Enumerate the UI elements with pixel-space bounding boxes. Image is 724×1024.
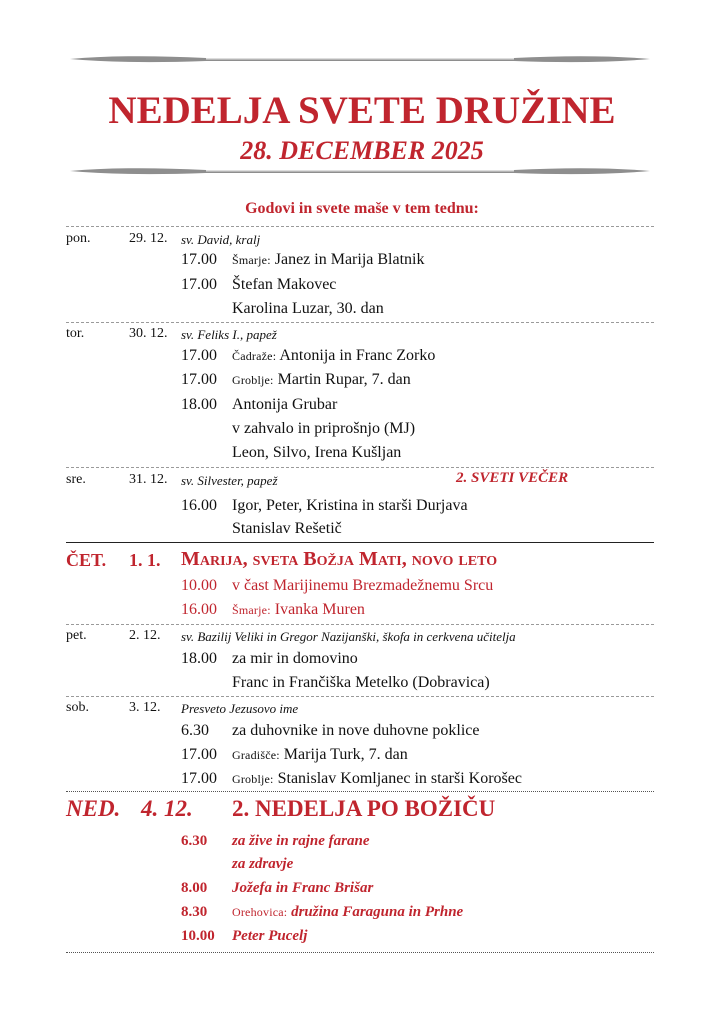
page-title: NEDELJA SVETE DRUŽINE <box>108 89 616 132</box>
divider <box>66 791 654 792</box>
mass-time: 6.30 <box>181 722 209 739</box>
day-label: pon. <box>66 231 91 246</box>
mass-text: Franc in Frančiška Metelko (Dobravica) <box>232 674 490 691</box>
mass-intention <box>232 770 522 788</box>
divider <box>66 952 654 953</box>
mass-time: 17.00 <box>181 276 217 293</box>
mass-text: za duhovnike in nove duhovne poklice <box>232 722 480 739</box>
saint-name: sv. Bazilij Veliki in Gregor Nazijanški, škofa in cerkvena učitelja <box>181 629 516 644</box>
mass-time: 17.00 <box>181 746 217 763</box>
feast-title: 2. NEDELJA PO BOŽIČU <box>232 796 496 821</box>
saint-name: sv. Silvester, papež <box>181 473 278 488</box>
schedule-subtitle: Godovi in svete maše v tem tednu: <box>245 200 479 217</box>
mass-intention <box>232 746 408 764</box>
day-date: 30. 12. <box>129 326 168 341</box>
day-date: 2. 12. <box>129 628 161 643</box>
mass-text: za mir in domovino <box>232 650 358 667</box>
mass-time: 6.30 <box>181 833 208 849</box>
mass-text: Stanislav Rešetič <box>232 520 342 537</box>
divider <box>66 696 654 697</box>
page-date: 28. DECEMBER 2025 <box>240 136 484 165</box>
day-date: 29. 12. <box>129 231 168 246</box>
mass-intention <box>232 904 463 921</box>
saint-name: sv. Feliks I., papež <box>181 327 277 342</box>
mass-text: Peter Pucelj <box>232 928 308 944</box>
mass-time: 18.00 <box>181 650 217 667</box>
mass-text: Karolina Luzar, 30. dan <box>232 300 384 317</box>
saint-name: sv. David, kralj <box>181 232 261 247</box>
divider <box>66 226 654 227</box>
mass-place: Šmarje: <box>232 253 271 267</box>
mass-text: družina Faraguna in Prhne <box>291 904 464 920</box>
mass-time: 18.00 <box>181 396 217 413</box>
divider <box>66 542 654 543</box>
day-label: tor. <box>66 326 85 341</box>
mass-time: 16.00 <box>181 497 217 514</box>
mass-intention <box>232 371 411 389</box>
top-ornament <box>66 52 654 66</box>
divider <box>66 624 654 625</box>
mass-text: Martin Rupar, 7. dan <box>277 371 411 388</box>
mass-text: v zahvalo in priprošnjo (MJ) <box>232 420 416 437</box>
mass-time: 17.00 <box>181 371 217 388</box>
mass-text: Leon, Silvo, Irena Kušljan <box>232 444 402 461</box>
mass-intention <box>232 601 365 619</box>
day-label: pet. <box>66 628 87 643</box>
mass-text: za zdravje <box>232 856 294 872</box>
mass-time: 8.30 <box>181 904 208 920</box>
saint-name: Presveto Jezusovo ime <box>181 701 299 716</box>
mass-text: Igor, Peter, Kristina in starši Durjava <box>232 497 468 514</box>
divider <box>66 322 654 323</box>
day-date: 31. 12. <box>129 472 168 487</box>
feast-note: 2. SVETI VEČER <box>456 470 569 486</box>
mass-place: Šmarje: <box>232 603 271 617</box>
mass-place: Gradišče: <box>232 748 280 762</box>
feast-title: Marija, sveta Božja Mati, novo leto <box>181 548 498 570</box>
day-label: ČET. <box>66 550 107 570</box>
bottom-ornament <box>66 164 654 178</box>
mass-text: Stanislav Komljanec in starši Korošec <box>277 770 522 787</box>
mass-time: 16.00 <box>181 601 217 618</box>
mass-text: Antonija Grubar <box>232 396 338 413</box>
mass-text: Janez in Marija Blatnik <box>274 251 425 268</box>
day-date: 1. 1. <box>129 550 161 570</box>
mass-place: Čadraže: <box>232 349 277 363</box>
mass-intention <box>232 347 435 365</box>
mass-text: Ivanka Muren <box>274 601 365 618</box>
mass-text: v čast Marijinemu Brezmadežnemu Srcu <box>232 577 494 594</box>
mass-text: Antonija in Franc Zorko <box>279 347 436 364</box>
mass-place: Groblje: <box>232 373 274 387</box>
mass-time: 17.00 <box>181 770 217 787</box>
mass-time: 17.00 <box>181 251 217 268</box>
divider <box>66 467 654 468</box>
mass-time: 10.00 <box>181 928 215 944</box>
day-date: 4. 12. <box>141 796 193 821</box>
day-date: 3. 12. <box>129 700 161 715</box>
day-label: sre. <box>66 472 86 487</box>
day-label: sob. <box>66 700 89 715</box>
mass-place: Orehovica: <box>232 905 288 919</box>
mass-text: za žive in rajne farane <box>232 833 370 849</box>
day-label: NED. <box>66 796 121 821</box>
mass-place: Groblje: <box>232 772 274 786</box>
mass-text: Štefan Makovec <box>232 276 337 293</box>
mass-intention <box>232 251 424 269</box>
mass-time: 8.00 <box>181 880 208 896</box>
mass-text: Marija Turk, 7. dan <box>283 746 408 763</box>
mass-text: Jožefa in Franc Brišar <box>232 880 374 896</box>
mass-time: 10.00 <box>181 577 217 594</box>
mass-time: 17.00 <box>181 347 217 364</box>
